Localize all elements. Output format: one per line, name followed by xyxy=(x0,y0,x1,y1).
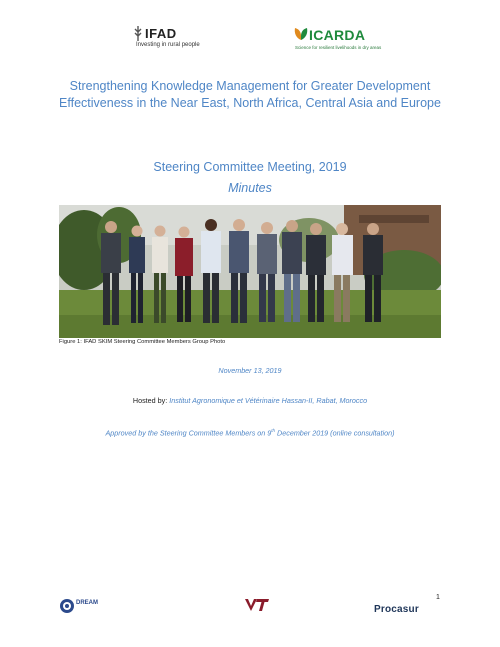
icarda-logo xyxy=(293,26,383,54)
meeting-date: November 13, 2019 xyxy=(218,366,282,375)
ifad-logo xyxy=(133,22,203,52)
ifad-name: IFAD xyxy=(145,26,177,41)
title-line-2: Effectiveness in the Near East, North Africa, Central Asia and Europe xyxy=(59,96,441,110)
dream-text: DREAM xyxy=(76,600,98,606)
vt-logo xyxy=(244,598,270,612)
approval-text-post: December 2019 (online consultation) xyxy=(275,428,395,438)
title-line-1: Strengthening Knowledge Management for Greater Development xyxy=(69,79,431,93)
hosted-by xyxy=(30,396,470,405)
approval-note xyxy=(30,428,470,437)
dream-logo xyxy=(58,596,118,616)
minutes-label: Minutes xyxy=(228,181,272,195)
dream-globe-icon xyxy=(58,596,118,616)
icarda-tagline: Science for resilient livelihoods in dry areas xyxy=(295,45,382,50)
hosted-institution: Institut Agronomique et Vétérinaire Hassan-II, Rabat, Morocco xyxy=(169,396,368,405)
icarda-name: ICARDA xyxy=(309,27,366,43)
group-photo xyxy=(59,205,441,338)
approval-text-pre: Approved by the Steering Committee Members on 9 xyxy=(105,428,272,438)
approval-text-sup: th xyxy=(271,428,276,433)
vt-mark-icon xyxy=(244,598,270,612)
icarda-leaf-icon xyxy=(293,26,309,42)
photo-caption: Figure 1: IFAD SKIM Steering Committee Members Group Photo xyxy=(59,339,226,345)
meeting-subtitle: Steering Committee Meeting, 2019 xyxy=(153,160,347,174)
procasur-logo: Procasur xyxy=(374,604,419,615)
ifad-tagline: Investing in rural people xyxy=(136,42,200,48)
ifad-wheat-icon xyxy=(133,24,144,42)
hosted-label: Hosted by: xyxy=(132,396,168,405)
page-number: 1 xyxy=(436,594,440,601)
document-title xyxy=(30,78,470,112)
